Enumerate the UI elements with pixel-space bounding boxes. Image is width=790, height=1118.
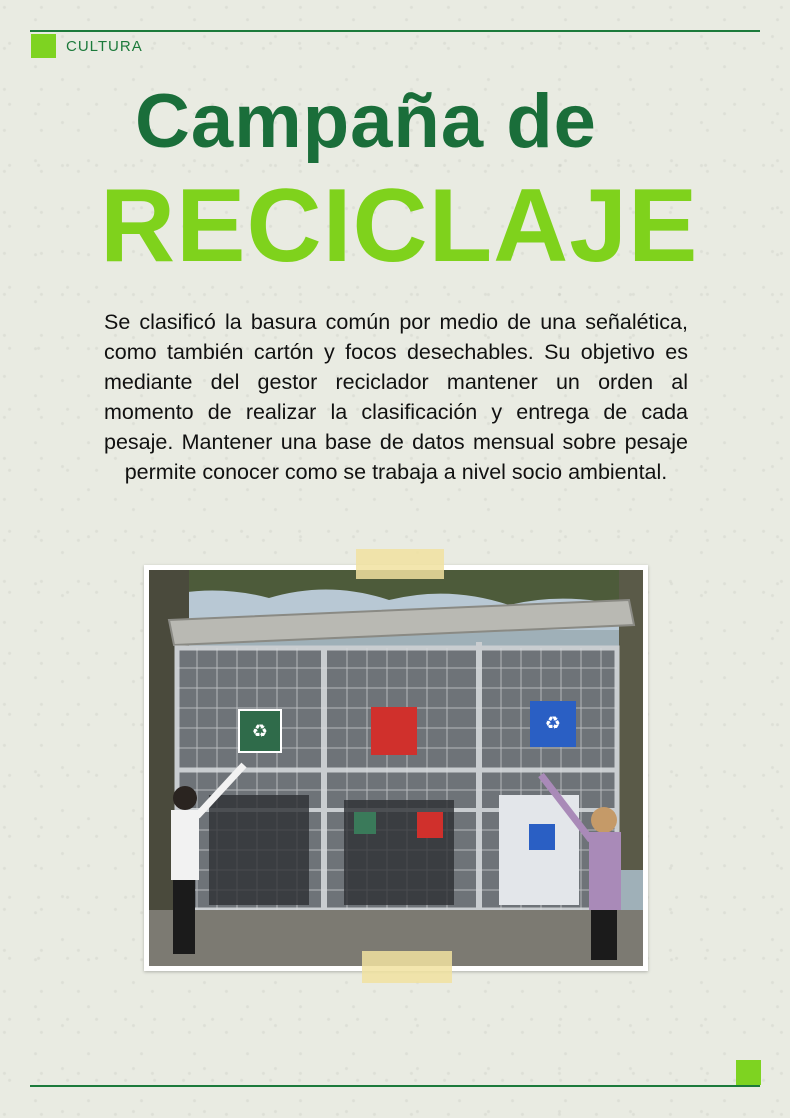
top-rule — [30, 30, 760, 32]
page-title-line1: Campaña de — [135, 79, 597, 164]
tape-bottom — [362, 951, 452, 983]
body-paragraph: Se clasificó la basura común por medio de una señalética, como también cartón y focos desechables. Su objetivo es mediante del gestor reciclador mantener un orden al momento de realizar la clasificación y entrega de cada pesaje. Mantener una base de datos mensual sobre pesaje permite conocer como se trabaja a nivel socio ambiental. — [104, 310, 688, 484]
foco-sign — [371, 707, 417, 755]
corner-marker — [736, 1060, 761, 1085]
page-title-line2: RECICLAJE — [100, 168, 699, 284]
bottom-rule — [30, 1085, 760, 1087]
section-label: CULTURA — [66, 38, 143, 55]
recycling-station-illustration — [149, 570, 643, 966]
recycle-icon: ♻ — [544, 713, 562, 734]
tape-top — [356, 549, 444, 579]
recycle-icon: ♻ — [251, 721, 269, 742]
section-marker — [31, 34, 56, 58]
recycling-photo — [149, 570, 643, 966]
photo-frame — [144, 565, 648, 971]
